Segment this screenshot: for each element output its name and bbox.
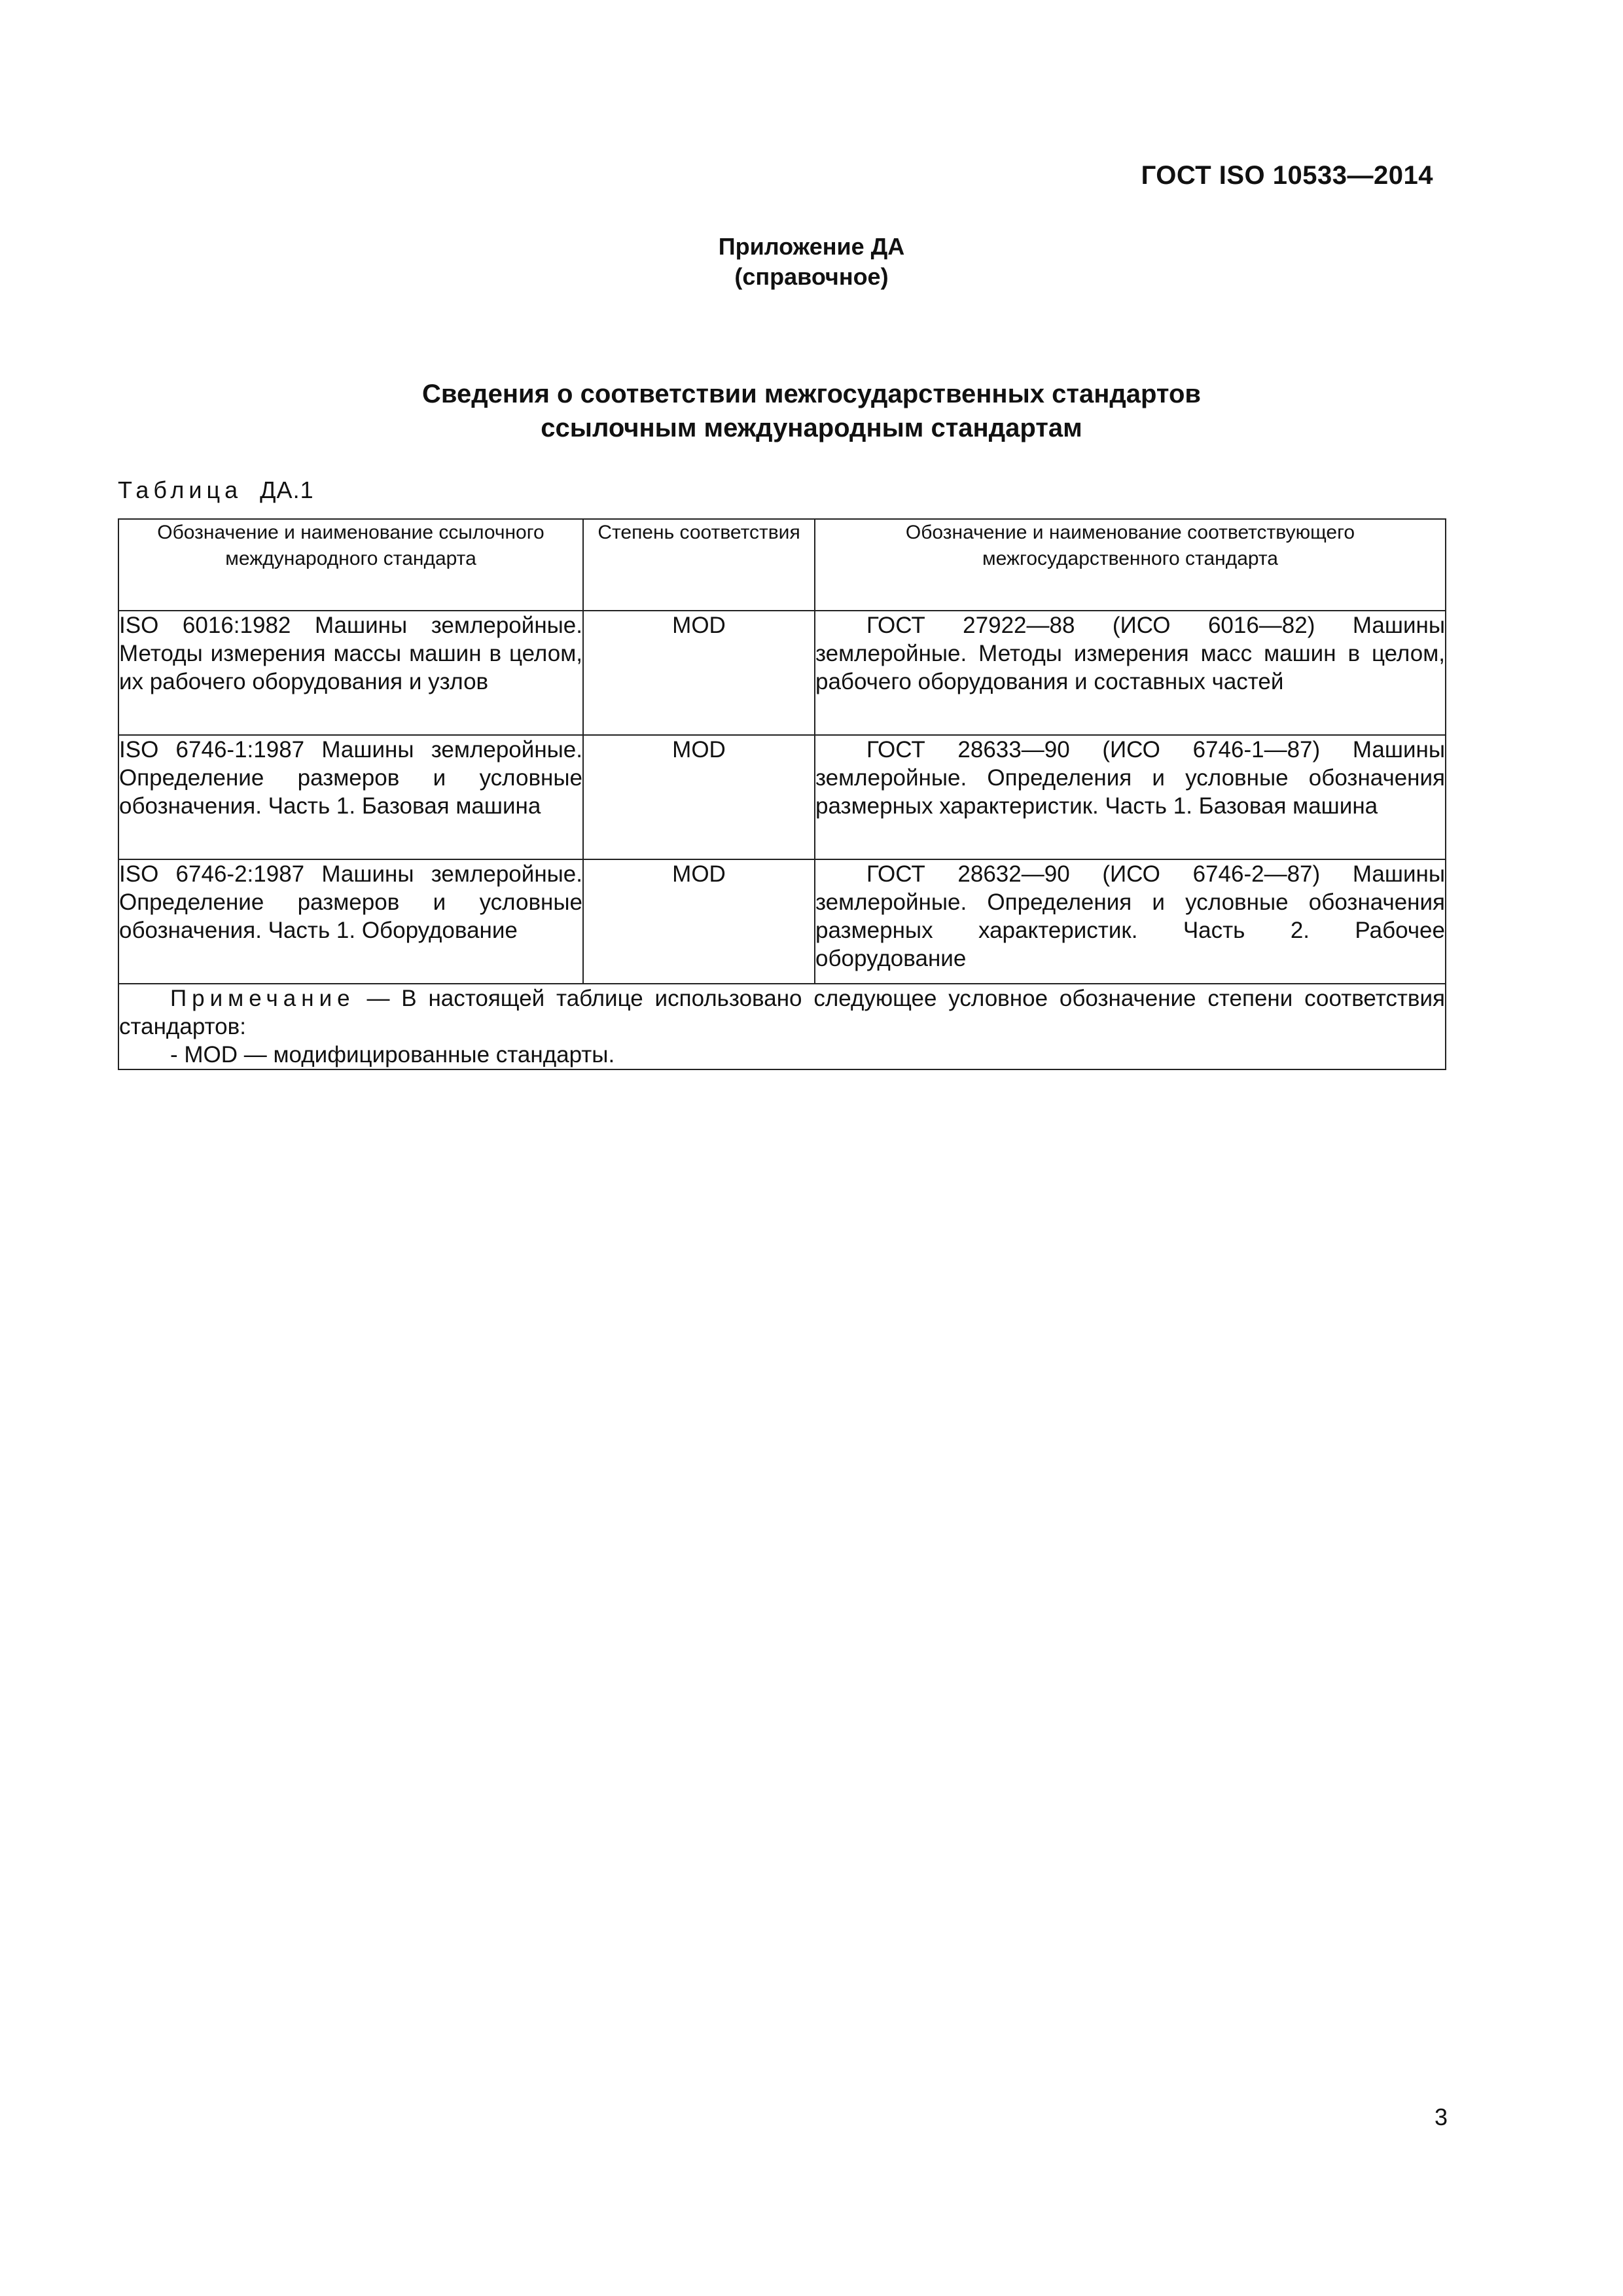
cell-interstate-standard: ГОСТ 28633—90 (ИСО 6746-1—87) Машины землеройные. Определения и условные обозначения размерных характеристик. Часть 1. Базовая машина <box>815 735 1446 859</box>
appendix-title: Приложение ДА <box>718 233 905 260</box>
document-id: ГОСТ ISO 10533—2014 <box>1141 161 1433 190</box>
cell-interstate-standard: ГОСТ 28632—90 (ИСО 6746-2—87) Машины землеройные. Определения и условные обозначения размерных характеристик. Часть 2. Рабочее оборудование <box>815 859 1446 984</box>
cell-degree: MOD <box>583 735 815 859</box>
table-row <box>118 611 1446 735</box>
note-body: — В настоящей таблице использовано следующее условное обозначение степени соответствия стандартов: <box>119 986 1445 1039</box>
column-header-international: Обозначение и наименование ссылочного международного стандарта <box>118 519 583 611</box>
table-caption <box>118 476 314 504</box>
cell-international-standard: ISO 6746-2:1987 Машины землеройные. Определение размеров и условные обозначения. Часть 1. Оборудование <box>118 859 583 984</box>
table-note <box>118 984 1446 1069</box>
table-row <box>118 735 1446 859</box>
note-text <box>119 984 1445 1041</box>
table-caption-number: ДА.1 <box>260 476 314 503</box>
section-title <box>0 377 1623 445</box>
cell-degree: MOD <box>583 859 815 984</box>
cell-degree: MOD <box>583 611 815 735</box>
cell-international-standard: ISO 6746-1:1987 Машины землеройные. Определение размеров и условные обозначения. Часть 1. Базовая машина <box>118 735 583 859</box>
section-title-line2: ссылочным международным стандартам <box>541 414 1082 442</box>
section-title-line1: Сведения о соответствии межгосударственных стандартов <box>422 380 1201 408</box>
note-item: - MOD — модифицированные стандарты. <box>170 1042 615 1067</box>
note-label: Примечание <box>170 986 355 1011</box>
column-header-interstate: Обозначение и наименование соответствующего межгосударственного стандарта <box>815 519 1446 611</box>
appendix-heading <box>0 232 1623 292</box>
appendix-subtitle: (справочное) <box>734 263 889 290</box>
table-header-row <box>118 519 1446 611</box>
cell-international-standard: ISO 6016:1982 Машины землеройные. Методы измерения массы машин в целом, их рабочего оборудования и узлов <box>118 611 583 735</box>
standards-table <box>118 518 1446 1070</box>
cell-interstate-standard: ГОСТ 27922—88 (ИСО 6016—82) Машины землеройные. Методы измерения масс машин в целом, рабочего оборудования и составных частей <box>815 611 1446 735</box>
table-caption-label: Таблица <box>118 476 243 503</box>
table-note-row <box>118 984 1446 1069</box>
column-header-degree: Степень соответствия <box>583 519 815 611</box>
table-row <box>118 859 1446 984</box>
page-number: 3 <box>1434 2104 1448 2130</box>
